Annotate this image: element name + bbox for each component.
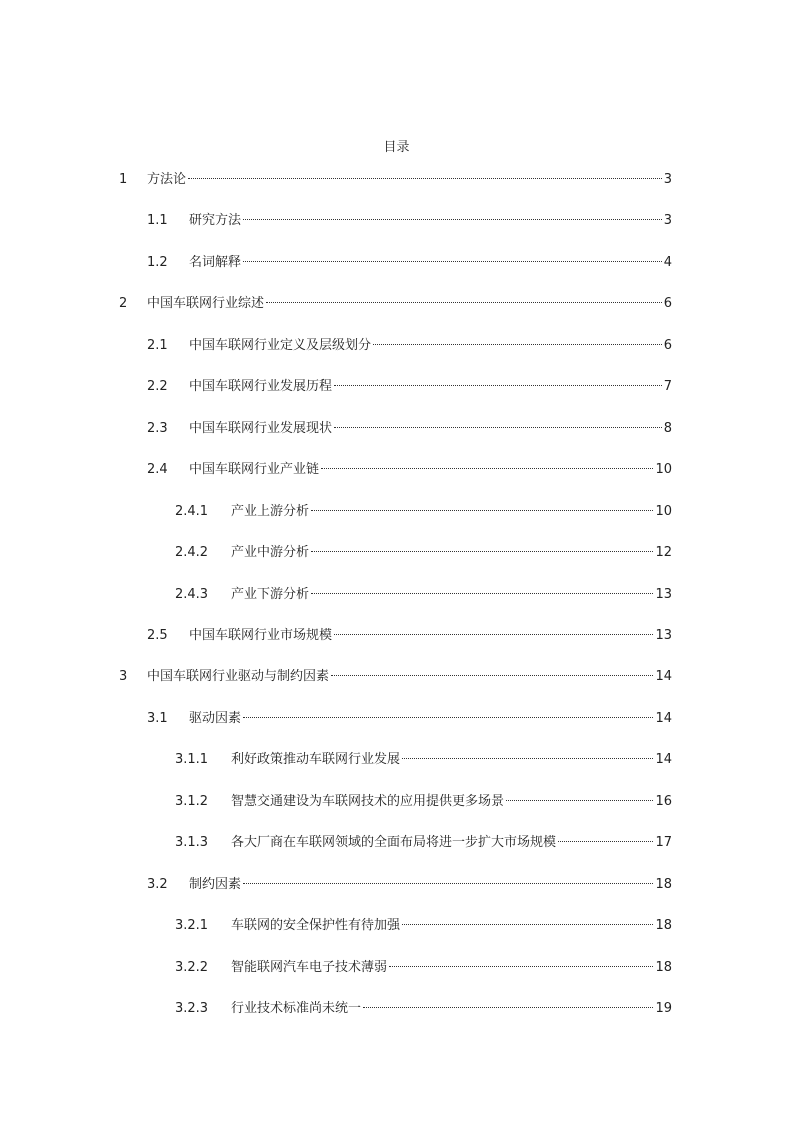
- toc-leader-dots: [331, 675, 653, 676]
- toc-entry[interactable]: [147, 377, 672, 397]
- toc-entry-page-number: 3: [663, 213, 672, 229]
- toc-leader-dots: [506, 800, 653, 801]
- toc-entry-number: 2.2: [147, 379, 168, 395]
- toc-entry-number: 2.4.2: [175, 545, 209, 560]
- toc-entry-title: 利好政策推动车联网行业发展: [231, 752, 401, 768]
- toc-entry-title: 行业技术标准尚未统一: [231, 1001, 362, 1016]
- toc-entry-title: 中国车联网行业驱动与制约因素: [147, 669, 330, 685]
- toc-entry-title: 中国车联网行业产业链: [189, 462, 320, 478]
- toc-entry[interactable]: [147, 875, 672, 895]
- toc-entry-page-number: 3: [663, 172, 672, 187]
- toc-entry-title: 智能联网汽车电子技术薄弱: [231, 959, 388, 975]
- toc-entry-number: 3.1.1: [175, 752, 209, 768]
- toc-entry[interactable]: [175, 958, 672, 978]
- toc-leader-dots: [334, 427, 662, 428]
- toc-entry-title: 中国车联网行业定义及层级划分: [189, 337, 372, 353]
- toc-entry-page-number: 14: [655, 669, 672, 685]
- toc-entry-title: 产业上游分析: [231, 503, 310, 519]
- toc-entry-page-number: 18: [655, 959, 672, 975]
- toc-leader-dots: [188, 178, 662, 179]
- toc-entry-title: 方法论: [147, 172, 187, 187]
- toc-entry-page-number: 19: [655, 1001, 672, 1016]
- toc-entry-title: 中国车联网行业发展历程: [189, 379, 333, 395]
- toc-entry-number: 3.2.2: [175, 959, 209, 975]
- toc-entry-number: 2.3: [147, 420, 168, 436]
- toc-leader-dots: [243, 717, 653, 718]
- toc-entry-title: 车联网的安全保护性有待加强: [231, 918, 401, 934]
- toc-entry[interactable]: [175, 502, 672, 522]
- toc-leader-dots: [402, 758, 653, 759]
- toc-leader-dots: [334, 385, 662, 386]
- toc-entry-number: 3.2.3: [175, 1001, 209, 1016]
- toc-entry-title: 中国车联网行业综述: [147, 296, 265, 312]
- toc-entry[interactable]: [175, 833, 672, 853]
- toc-entry[interactable]: [147, 211, 672, 231]
- toc-entry-title: 制约因素: [189, 876, 242, 892]
- toc-entry-page-number: 12: [655, 545, 672, 560]
- toc-leader-dots: [402, 924, 653, 925]
- toc-entry-page-number: 13: [655, 628, 672, 643]
- toc-leader-dots: [243, 219, 662, 220]
- toc-entry[interactable]: [175, 585, 672, 605]
- toc-entry-title: 产业下游分析: [231, 586, 310, 602]
- toc-entry-page-number: 17: [655, 835, 672, 851]
- toc-entry-number: 3.2.1: [175, 918, 209, 934]
- toc-entry-page-number: 14: [655, 710, 672, 726]
- toc-entry-page-number: 13: [655, 586, 672, 602]
- toc-entry[interactable]: [147, 253, 672, 273]
- toc-leader-dots: [373, 344, 662, 345]
- toc-entry-title: 中国车联网行业发展现状: [189, 420, 333, 436]
- toc-entry[interactable]: [147, 460, 672, 480]
- toc-entry-number: 2.5: [147, 628, 168, 643]
- toc-entry-number: 1.2: [147, 254, 168, 270]
- toc-entry-title: 中国车联网行业市场规模: [189, 628, 333, 643]
- toc-entry[interactable]: [147, 626, 672, 646]
- toc-entry-title: 驱动因素: [189, 710, 242, 726]
- toc-entry-title: 各大厂商在车联网领域的全面布局将进一步扩大市场规模: [231, 835, 557, 851]
- toc-entry-number: 1.1: [147, 213, 168, 229]
- toc-entry-title: 智慧交通建设为车联网技术的应用提供更多场景: [231, 793, 505, 809]
- toc-entry[interactable]: [119, 170, 672, 190]
- toc-entry[interactable]: [175, 999, 672, 1019]
- toc-entry-page-number: 8: [663, 420, 672, 436]
- toc-entry-page-number: 10: [655, 503, 672, 519]
- toc-entry[interactable]: [147, 419, 672, 439]
- toc-entry[interactable]: [175, 792, 672, 812]
- toc-entry-number: 3.1: [147, 710, 168, 726]
- toc-entry[interactable]: [175, 543, 672, 563]
- toc-entry[interactable]: [147, 709, 672, 729]
- toc-entry-number: 2.4.3: [175, 586, 209, 602]
- toc-leader-dots: [311, 593, 653, 594]
- toc-entry-number: 3.2: [147, 876, 168, 892]
- toc-leader-dots: [334, 634, 653, 635]
- toc-entry-number: 2.4: [147, 462, 168, 478]
- toc-entry-number: 3.1.3: [175, 835, 209, 851]
- toc-leader-dots: [558, 841, 653, 842]
- toc-entry[interactable]: [119, 667, 672, 687]
- toc-entry-number: 2.4.1: [175, 503, 209, 519]
- toc-entry-title: 研究方法: [189, 213, 242, 229]
- toc-entry-page-number: 4: [663, 254, 672, 270]
- toc-leader-dots: [389, 966, 653, 967]
- toc-leader-dots: [266, 302, 662, 303]
- toc-leader-dots: [311, 551, 653, 552]
- toc-entry-number: 3.1.2: [175, 793, 209, 809]
- toc-entry-number: 1: [119, 172, 128, 187]
- toc-entry[interactable]: [175, 916, 672, 936]
- toc-entry-title: 产业中游分析: [231, 545, 310, 560]
- toc-entry[interactable]: [147, 336, 672, 356]
- toc-leader-dots: [363, 1007, 653, 1008]
- toc-entry-page-number: 18: [655, 876, 672, 892]
- toc-entry-page-number: 6: [663, 337, 672, 353]
- toc-entry-number: 2.1: [147, 337, 168, 353]
- toc-entry-page-number: 10: [655, 462, 672, 478]
- toc-entry-number: 2: [119, 296, 128, 312]
- toc-entry[interactable]: [175, 750, 672, 770]
- toc-entry-page-number: 18: [655, 918, 672, 934]
- toc-entry-title: 名词解释: [189, 254, 242, 270]
- toc-title: 目录: [383, 140, 410, 155]
- toc-entry[interactable]: [119, 294, 672, 314]
- toc-leader-dots: [243, 883, 653, 884]
- toc-entry-page-number: 6: [663, 296, 672, 312]
- toc-entry-page-number: 7: [663, 379, 672, 395]
- toc-leader-dots: [311, 510, 653, 511]
- toc-entry-page-number: 16: [655, 793, 672, 809]
- toc-leader-dots: [321, 468, 653, 469]
- toc-entry-number: 3: [119, 669, 128, 685]
- toc-leader-dots: [243, 261, 662, 262]
- toc-entry-page-number: 14: [655, 752, 672, 768]
